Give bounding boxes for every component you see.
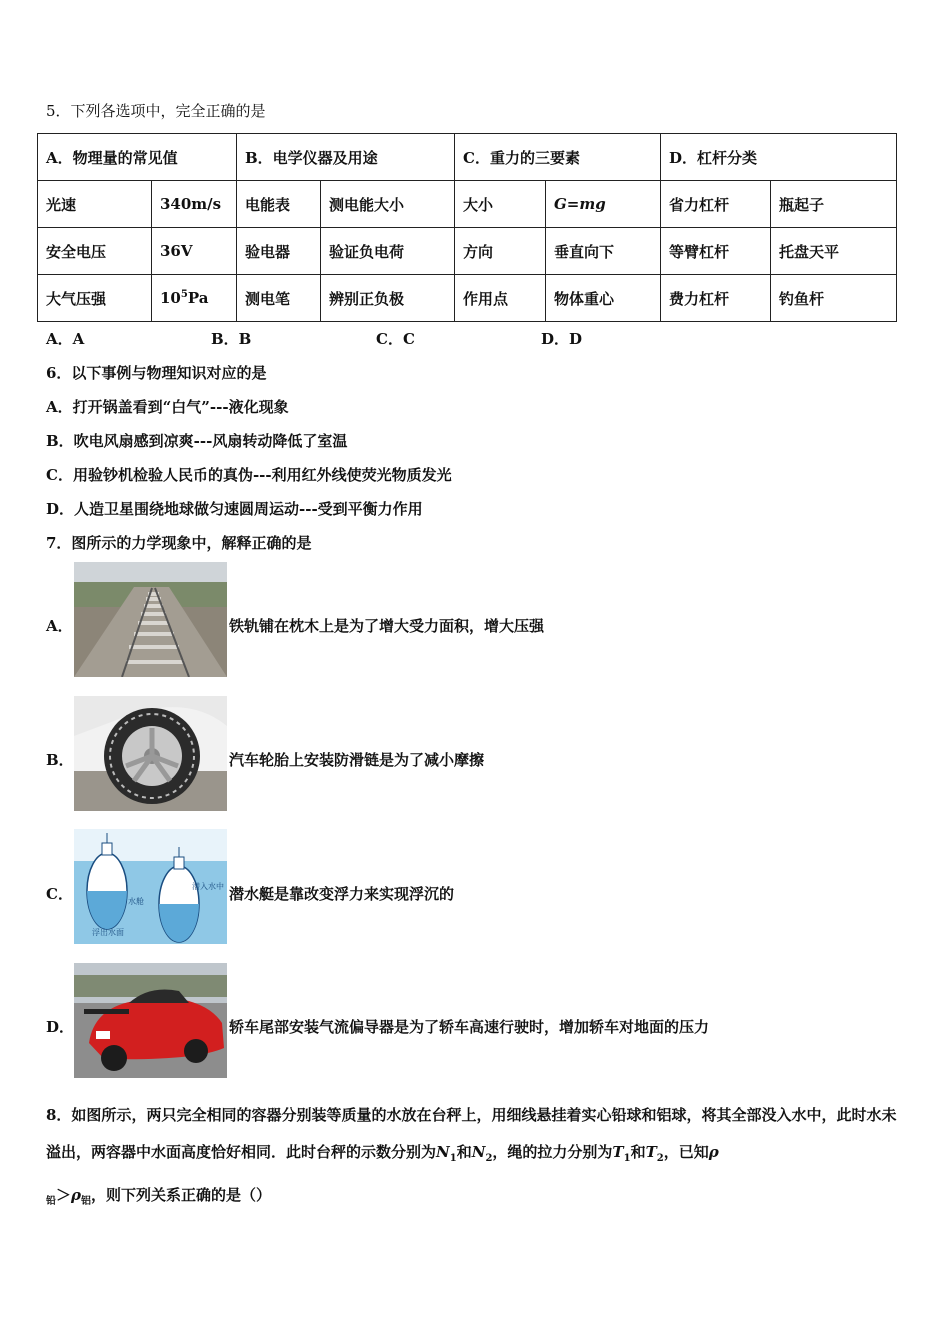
table-row [38,275,897,322]
option-c[interactable]: C．C [376,330,415,348]
question-7-title: 7．图所示的力学现象中，解释正确的是 [46,534,312,552]
rho-symbol-2: ρ [71,1186,81,1204]
q8-and-1: 和 [456,1143,472,1161]
header-cell-a: A．物理量的常见值 [38,134,237,181]
q6-option-a[interactable]: A．打开锅盖看到“白气”---液化现象 [46,398,289,416]
rho-lead-subscript: 铅 [46,1196,56,1207]
q7-option-c-text: 潜水艇是靠改变浮力来实现浮沉的 [229,885,455,903]
table-cell: 垂直向下 [546,228,661,275]
table-cell: 测电笔 [237,275,321,322]
question-5-title: 5．下列各选项中，完全正确的是 [46,102,266,120]
q7-option-d-text: 轿车尾部安装气流偏导器是为了轿车高速行驶时，增加轿车对地面的压力 [229,1018,710,1036]
submarine-diagram-image [74,829,227,944]
snow-chain-tire-image [74,696,227,811]
table-cell: 验证负电荷 [321,228,455,275]
q7-option-a-label[interactable]: A． [46,617,73,635]
submarine-label-tank: 水舱 [128,897,144,906]
n2-symbol: N [471,1143,486,1161]
table-cell: 36V [152,228,237,275]
header-cell-d: D．杠杆分类 [661,134,897,181]
railway-track-image [74,562,227,677]
t2-subscript: 2 [656,1153,664,1164]
pressure-exponent: 5 [180,289,188,300]
q7-option-b-label[interactable]: B． [46,751,74,769]
table-cell: 费力杠杆 [661,275,771,322]
rho-symbol-1: ρ [708,1143,719,1161]
submarine-label-dive: 潜入水中 [192,882,224,891]
table-cell: 验电器 [237,228,321,275]
table-row [38,228,897,275]
q6-option-b[interactable]: B．吹电风扇感到凉爽---风扇转动降低了室温 [46,432,348,450]
n1-symbol: N [436,1143,450,1161]
sports-car-image [74,963,227,1078]
table-cell: 钓鱼杆 [771,275,897,322]
table-cell: 安全电压 [38,228,152,275]
table-cell: 大小 [455,181,546,228]
table-cell: 辨别正负极 [321,275,455,322]
pressure-base: 10 [160,289,181,307]
table-cell: 物体重心 [546,275,661,322]
q6-option-c[interactable]: C．用验钞机检验人民币的真伪---利用红外线使荧光物质发光 [46,466,452,484]
table-row [38,181,897,228]
table-cell: 托盘天平 [771,228,897,275]
n1-subscript: 1 [449,1153,457,1164]
question-6-title: 6．以下事例与物理知识对应的是 [46,364,267,382]
q7-option-d-label[interactable]: D． [46,1018,75,1036]
rho-aluminium-subscript: 铝 [81,1196,91,1207]
q6-option-d[interactable]: D．人造卫星围绕地球做匀速圆周运动---受到平衡力作用 [46,500,423,518]
header-cell-b: B．电学仪器及用途 [237,134,455,181]
q8-text-part3: ，已知 [663,1143,709,1161]
table-cell-pressure [152,275,237,322]
q8-text-part1: 8．如图所示，两只完全相同的容器分别装等质量的水放在台秤上，用细线悬挂着实心铅球和铝球，将其全部没入水中，此时水未溢出，两容器中水面高度恰好相同．此时台秤的示数分别为 [46,1106,897,1161]
t1-subscript: 1 [623,1153,631,1164]
q7-option-b-text: 汽车轮胎上安装防滑链是为了减小摩擦 [229,751,485,769]
table-cell: 方向 [455,228,546,275]
q7-option-c-label[interactable]: C． [46,885,73,903]
header-cell-c: C．重力的三要素 [455,134,661,181]
submarine-label-surface: 浮出水面 [92,928,124,937]
table-cell: 340m/s [152,181,237,228]
question-8-stem [46,1097,898,1220]
q8-text-part4: ，则下列关系正确的是（） [91,1186,272,1204]
pressure-unit: Pa [187,289,209,307]
table-cell: 作用点 [455,275,546,322]
n2-subscript: 2 [485,1153,493,1164]
option-d[interactable]: D．D [541,330,583,348]
greater-than-symbol: ＞ [56,1186,72,1204]
question-5-table [37,133,897,322]
table-cell: 电能表 [237,181,321,228]
table-cell: G=mg [546,181,661,228]
table-cell: 等臂杠杆 [661,228,771,275]
q8-text-part2: ，绳的拉力分别为 [492,1143,613,1161]
t2-symbol: T [645,1143,657,1161]
q8-and-2: 和 [630,1143,646,1161]
table-cell: 大气压强 [38,275,152,322]
t1-symbol: T [612,1143,624,1161]
table-cell: 省力杠杆 [661,181,771,228]
option-b[interactable]: B．B [211,330,252,348]
option-a[interactable]: A．A [46,330,85,348]
table-header-row [38,134,897,181]
table-cell: 光速 [38,181,152,228]
table-cell: 测电能大小 [321,181,455,228]
q7-option-a-text: 铁轨铺在枕木上是为了增大受力面积，增大压强 [229,617,545,635]
table-cell: 瓶起子 [771,181,897,228]
